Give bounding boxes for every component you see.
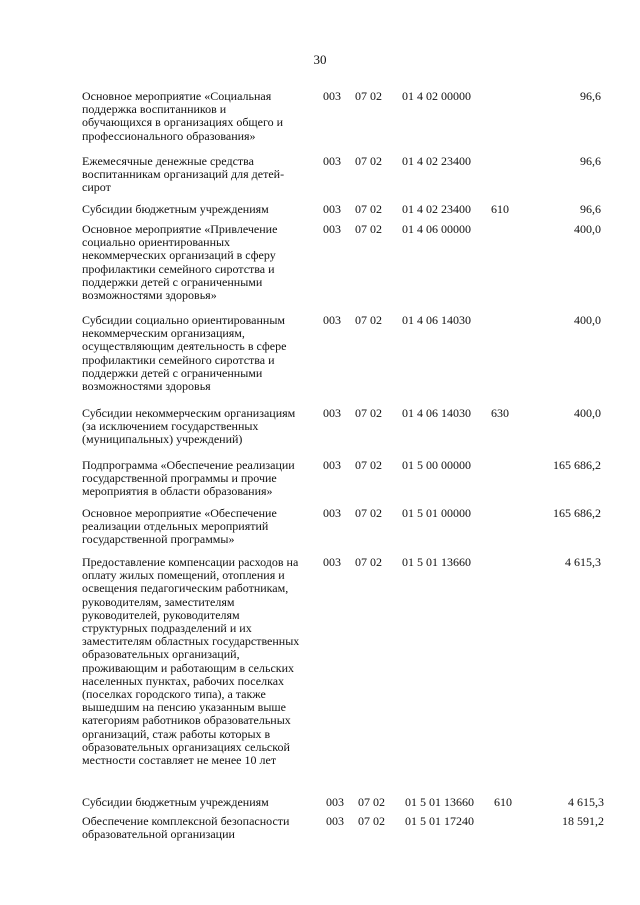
description-line: Субсидии бюджетным учреждениям [82,202,269,216]
admin-code: 003 [323,222,341,236]
amount-value: 96,6 [580,89,601,103]
section-code: 07 02 [355,89,382,103]
row-description [82,796,269,809]
description-line: Обеспечение комплексной безопасности [82,814,290,828]
description-line: местности составляет не менее 10 лет [82,753,277,768]
description-line: структурных подразделений и их [82,621,252,636]
description-line: реализации отдельных мероприятий [82,519,269,534]
expense-type-code: 610 [491,202,509,216]
amount-value: 4 615,3 [568,795,604,809]
section-code: 07 02 [355,555,382,569]
description-line: освещения педагогическим работникам, [82,581,289,596]
description-line: оплату жилых помещений, отопления и [82,568,285,583]
description-line: руководителей, руководителям [82,607,240,622]
description-line: Подпрограмма «Обеспечение реализации [82,458,295,472]
description-line: проживающим и работающим в сельских [82,660,295,675]
amount-value: 4 615,3 [565,555,601,569]
description-line: некоммерческим организациям, [82,326,245,341]
row-description [82,314,286,393]
row-description [82,459,295,499]
amount-value: 96,6 [580,202,601,216]
description-line: сирот [82,180,111,195]
target-code: 01 4 06 14030 [402,406,471,420]
expense-type-code: 610 [494,795,512,809]
description-line: вышедшим на пенсию указанным выше [82,700,286,715]
description-line: возможностями здоровья [82,379,211,394]
description-line: образовательных организаций, [82,647,240,662]
description-line: руководителям, заместителям [82,594,235,609]
description-line: поддержка воспитанников и [82,102,227,117]
description-line: профилактики семейного сиротства и [82,261,275,276]
description-line: обучающихся в организациях общего и [82,115,284,130]
target-code: 01 5 01 17240 [405,814,474,828]
description-line: воспитанникам организаций для детей- [82,167,285,182]
description-line: населенных пунктах, рабочих поселках [82,673,285,688]
description-line: Основное мероприятие «Привлечение [82,222,278,236]
admin-code: 003 [323,506,341,520]
description-line: поддержки детей с ограниченными [82,365,263,380]
row-description [82,203,269,216]
target-code: 01 4 06 14030 [402,313,471,327]
section-code: 07 02 [358,795,385,809]
description-line: заместителям областных государственных [82,634,300,649]
section-code: 07 02 [355,313,382,327]
amount-value: 165 686,2 [553,458,601,472]
description-line: профессионального образования» [82,128,256,143]
page-number: 30 [313,52,327,67]
admin-code: 003 [323,202,341,216]
description-line: (муниципальных) учреждений) [82,432,243,447]
description-line: образовательных организациях сельской [82,739,290,754]
target-code: 01 4 06 00000 [402,222,471,236]
row-description [82,90,283,143]
admin-code: 003 [323,154,341,168]
description-line: государственной программы» [82,532,235,547]
description-line: поддержки детей с ограниченными [82,274,263,289]
description-line: некоммерческих организаций в сферу [82,248,276,263]
target-code: 01 4 02 23400 [402,154,471,168]
admin-code: 003 [326,795,344,809]
section-code: 07 02 [355,406,382,420]
row-description [82,507,277,547]
amount-value: 165 686,2 [553,506,601,520]
description-line: Основное мероприятие «Социальная [82,89,272,103]
expense-type-code: 630 [491,406,509,420]
description-line: организаций, стаж работы которых в [82,726,271,741]
description-line: Субсидии социально ориентированным [82,313,286,327]
description-line: мероприятия в области образования» [82,484,273,499]
section-code: 07 02 [355,154,382,168]
description-line: государственной программы и прочие [82,471,277,486]
section-code: 07 02 [355,222,382,236]
amount-value: 400,0 [574,406,601,420]
amount-value: 400,0 [574,222,601,236]
admin-code: 003 [323,458,341,472]
description-line: Субсидии бюджетным учреждениям [82,795,269,809]
description-line: Предоставление компенсации расходов на [82,555,299,569]
target-code: 01 4 02 23400 [402,202,471,216]
target-code: 01 5 01 00000 [402,506,471,520]
section-code: 07 02 [358,814,385,828]
description-line: (за исключением государственных [82,419,259,434]
amount-value: 18 591,2 [562,814,604,828]
target-code: 01 5 01 13660 [402,555,471,569]
target-code: 01 5 01 13660 [405,795,474,809]
admin-code: 003 [323,406,341,420]
row-description [82,407,295,447]
section-code: 07 02 [355,202,382,216]
target-code: 01 4 02 00000 [402,89,471,103]
amount-value: 96,6 [580,154,601,168]
description-line: категориям работников образовательных [82,713,291,728]
description-line: (поселках городского типа), а также [82,687,266,702]
target-code: 01 5 00 00000 [402,458,471,472]
description-line: Субсидии некоммерческим организациям [82,406,296,420]
admin-code: 003 [323,555,341,569]
row-description [82,223,277,302]
row-description [82,155,284,195]
section-code: 07 02 [355,506,382,520]
admin-code: 003 [323,89,341,103]
description-line: возможностями здоровья» [82,288,217,303]
description-line: Основное мероприятие «Обеспечение [82,506,277,520]
admin-code: 003 [323,313,341,327]
section-code: 07 02 [355,458,382,472]
description-line: осуществляющим деятельность в сфере [82,339,287,354]
description-line: образовательной организации [82,827,235,842]
description-line: профилактики семейного сиротства и [82,352,275,367]
admin-code: 003 [326,814,344,828]
amount-value: 400,0 [574,313,601,327]
row-description [82,556,299,767]
description-line: Ежемесячные денежные средства [82,154,254,168]
row-description [82,815,289,841]
description-line: социально ориентированных [82,235,231,250]
